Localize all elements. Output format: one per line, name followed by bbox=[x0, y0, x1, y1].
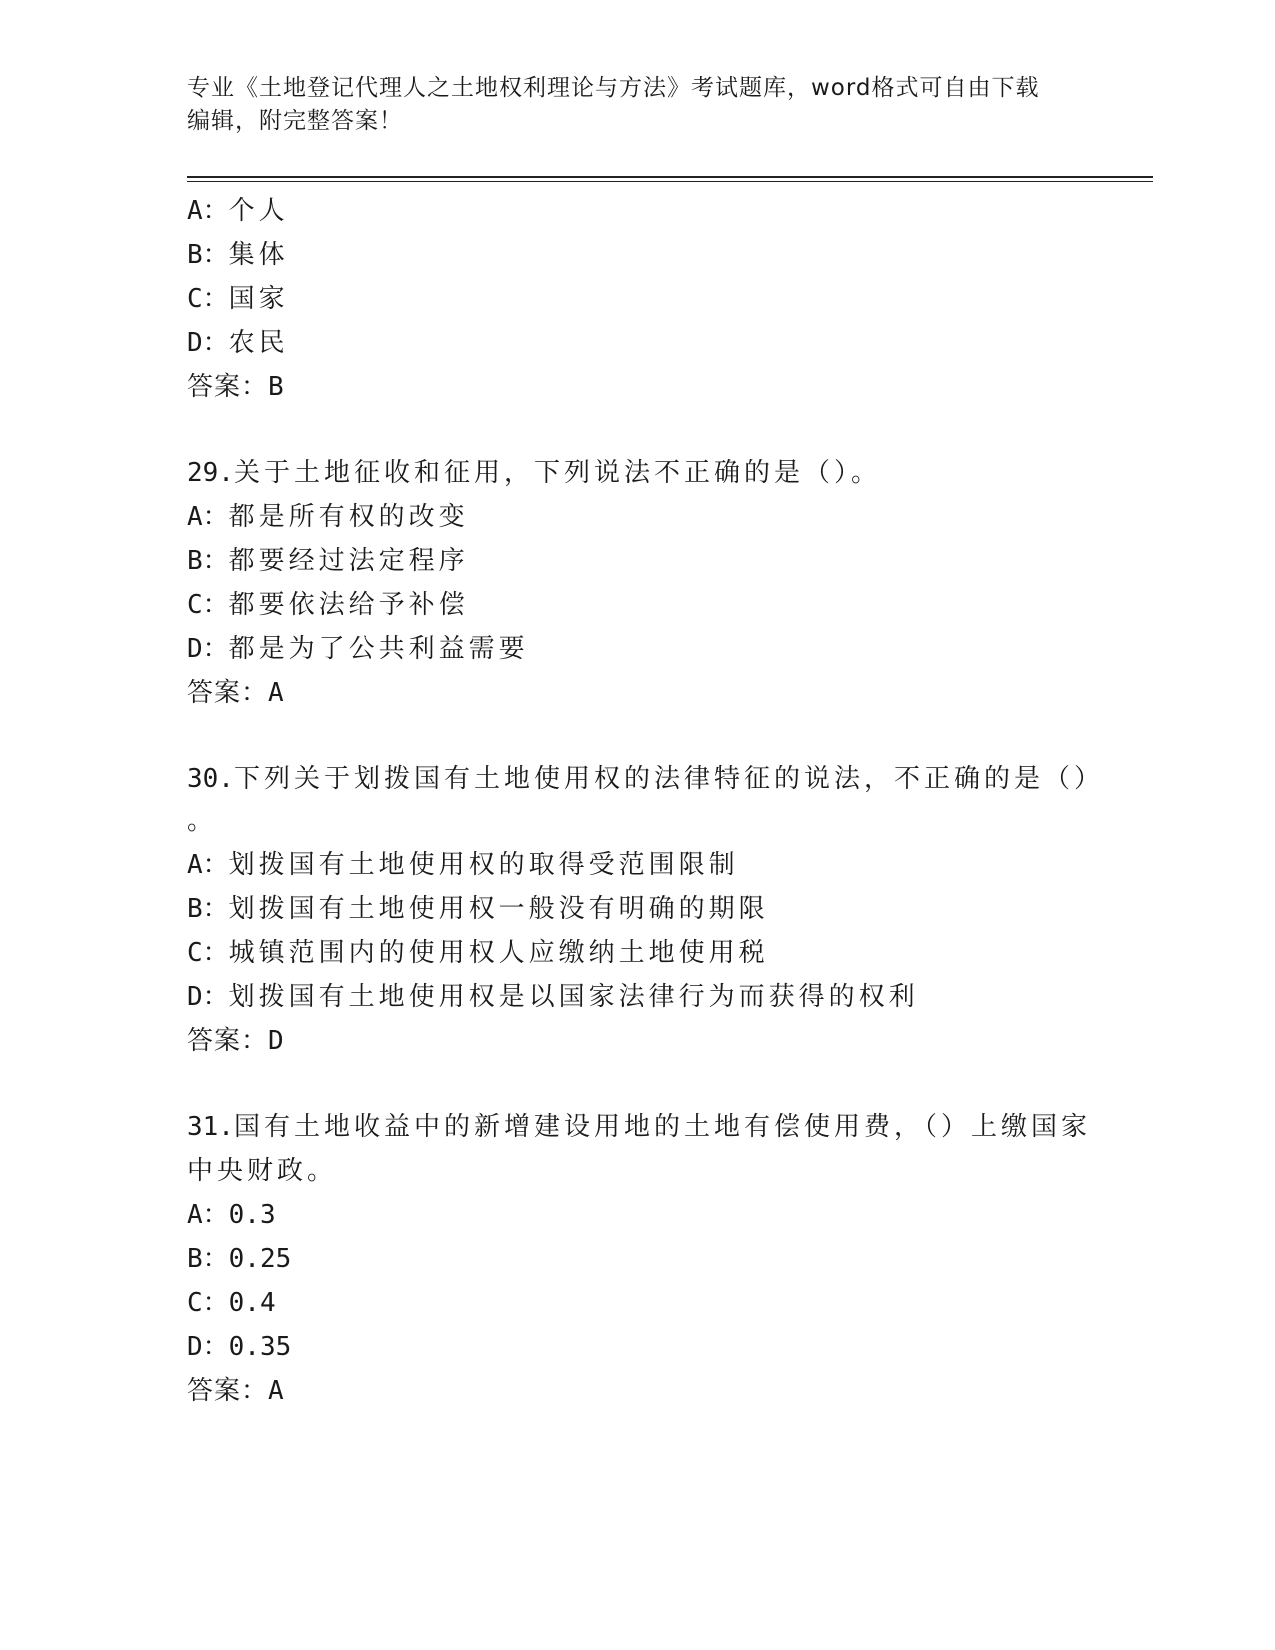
option-a bbox=[187, 502, 469, 532]
option-text: 划拨国有土地使用权是以国家法律行为而获得的权利 bbox=[228, 982, 919, 1012]
option-text: 都要经过法定程序 bbox=[228, 546, 469, 576]
option-letter: D： bbox=[187, 634, 229, 664]
option-letter: D： bbox=[187, 982, 229, 1012]
option-d bbox=[187, 634, 529, 664]
option-b bbox=[187, 546, 469, 576]
option-b bbox=[187, 1244, 291, 1274]
option-b bbox=[187, 240, 289, 270]
option-c bbox=[187, 590, 469, 620]
option-text: 0.25 bbox=[228, 1244, 292, 1274]
option-letter: A： bbox=[187, 502, 229, 532]
option-letter: D： bbox=[187, 1332, 229, 1362]
question-31-stem bbox=[187, 1112, 1091, 1142]
option-letter: A： bbox=[187, 1200, 229, 1230]
option-text: 国家 bbox=[228, 284, 289, 314]
header-line-2: 编辑，附完整答案！ bbox=[187, 108, 403, 134]
answer-line bbox=[187, 1376, 285, 1406]
option-letter: A： bbox=[187, 850, 229, 880]
option-letter: B： bbox=[187, 546, 229, 576]
answer-label: 答案： bbox=[187, 372, 269, 402]
option-a bbox=[187, 850, 739, 880]
option-text: 都是所有权的改变 bbox=[228, 502, 469, 532]
question-31-stem-cont: 中央财政。 bbox=[187, 1156, 338, 1186]
option-text: 个人 bbox=[228, 196, 289, 226]
option-text: 划拨国有土地使用权一般没有明确的期限 bbox=[228, 894, 769, 924]
option-letter: C： bbox=[187, 1288, 229, 1318]
option-letter: B： bbox=[187, 240, 229, 270]
option-text: 集体 bbox=[228, 240, 289, 270]
option-text: 0.4 bbox=[228, 1288, 276, 1318]
option-text: 0.35 bbox=[228, 1332, 292, 1362]
option-letter: A： bbox=[187, 196, 229, 226]
header-rule-thick bbox=[187, 176, 1153, 178]
answer-line bbox=[187, 678, 285, 708]
question-29-stem bbox=[187, 458, 881, 488]
answer-value: B bbox=[268, 372, 285, 402]
question-text: 下列关于划拨国有土地使用权的法律特征的说法，不正确的是（） bbox=[233, 764, 1104, 794]
option-d bbox=[187, 982, 919, 1012]
answer-value: D bbox=[268, 1026, 285, 1056]
answer-label: 答案： bbox=[187, 1376, 269, 1406]
answer-label: 答案： bbox=[187, 678, 269, 708]
option-c bbox=[187, 284, 289, 314]
question-text: 国有土地收益中的新增建设用地的土地有偿使用费，（）上缴国家 bbox=[233, 1112, 1091, 1142]
option-text: 都是为了公共利益需要 bbox=[228, 634, 529, 664]
option-text: 城镇范围内的使用权人应缴纳土地使用税 bbox=[228, 938, 769, 968]
question-number: 30. bbox=[187, 764, 234, 794]
header-line-1: 专业《土地登记代理人之土地权利理论与方法》考试题库，word格式可自由下载 bbox=[187, 75, 1040, 101]
option-b bbox=[187, 894, 769, 924]
question-text: 关于土地征收和征用，下列说法不正确的是（）。 bbox=[233, 458, 881, 488]
document-header bbox=[187, 72, 1087, 138]
answer-value: A bbox=[268, 1376, 285, 1406]
header-rule-thin bbox=[187, 181, 1153, 182]
option-c bbox=[187, 1288, 276, 1318]
option-d bbox=[187, 1332, 291, 1362]
option-letter: B： bbox=[187, 1244, 229, 1274]
answer-label: 答案： bbox=[187, 1026, 269, 1056]
option-a bbox=[187, 1200, 276, 1230]
option-c bbox=[187, 938, 769, 968]
option-text: 划拨国有土地使用权的取得受范围限制 bbox=[228, 850, 739, 880]
option-text: 农民 bbox=[228, 328, 289, 358]
option-text: 都要依法给予补偿 bbox=[228, 590, 469, 620]
option-text: 0.3 bbox=[228, 1200, 276, 1230]
option-letter: C： bbox=[187, 938, 229, 968]
answer-line bbox=[187, 1026, 285, 1056]
question-30-stem-cont: 。 bbox=[187, 806, 218, 836]
option-letter: B： bbox=[187, 894, 229, 924]
option-a bbox=[187, 196, 289, 226]
answer-value: A bbox=[268, 678, 285, 708]
question-number: 29. bbox=[187, 458, 234, 488]
question-number: 31. bbox=[187, 1112, 234, 1142]
option-d bbox=[187, 328, 289, 358]
question-30-stem bbox=[187, 764, 1104, 794]
answer-line bbox=[187, 372, 285, 402]
option-letter: C： bbox=[187, 590, 229, 620]
option-letter: C： bbox=[187, 284, 229, 314]
option-letter: D： bbox=[187, 328, 229, 358]
